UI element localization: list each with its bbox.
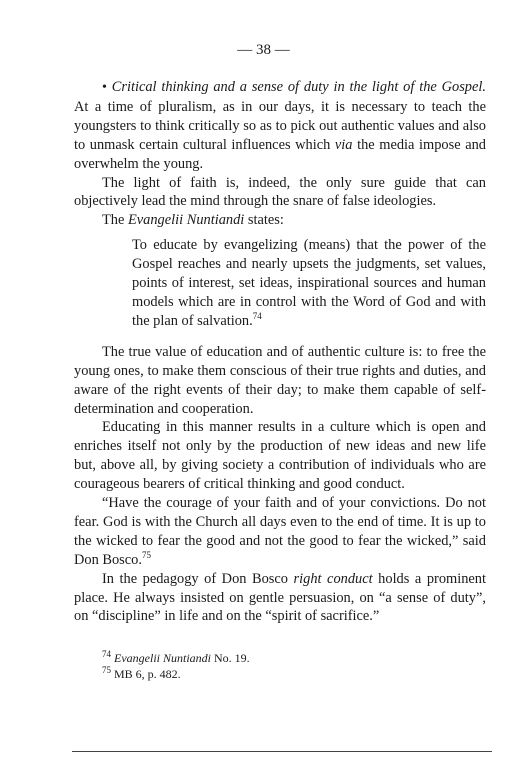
footnote-number: 74: [102, 649, 111, 659]
main-text: [74, 78, 486, 626]
footnote-source-title: Evangelii Nuntiandi: [114, 651, 211, 665]
evangelii-suffix: states:: [247, 212, 284, 229]
pedagogy-suffix: holds a prominent place. He always insisted on gentle persuasion, on “a sense of duty”, on “discipline” in life and on the “spirit of sacrifice.”: [74, 570, 486, 625]
paragraph-light-of-faith: The light of faith is, indeed, the only sure guide that can objectively lead the mind through the snare of false ideologies.: [74, 174, 486, 210]
paragraph-true-value: The true value of education and of authentic culture is: to free the young ones, to make them conscious of their true rights and duties, and aware of the right events of their day; to make them capable of self-determination and cooperation.: [74, 343, 486, 417]
footnote-number: 75: [102, 664, 111, 675]
footnote-text: MB 6, p. 482.: [114, 666, 181, 681]
courage-text: “Have the courage of your faith and of your convictions. Do not fear. God is with the Church all days even to the end of time. It is up to the wicked to fear the good and not the good to fear the wicked,” said Don Bosco.: [74, 495, 486, 568]
paragraph-courage: [74, 494, 486, 570]
footnotes: [102, 651, 482, 682]
intro-paragraph: [74, 78, 486, 174]
paragraph-evangelii-intro: [74, 211, 486, 230]
section-heading: Critical thinking and a sense of duty in the light of the Gospel.: [111, 79, 486, 95]
evangelii-title: Evangelii Nuntiandi: [127, 212, 245, 229]
footnote-ref-74[interactable]: 74: [252, 311, 262, 322]
bottom-rule: [72, 751, 492, 752]
page-number: — 38 —: [237, 42, 290, 58]
quote-text: To educate by evangelizing (means) that the power of the Gospel reaches and nearly upsets the judgments, set values, points of interest, set ideas, inspirational sources and human models which are in control with the Word of God and with the plan of salvation.: [132, 237, 486, 329]
via-word: via: [334, 136, 353, 153]
intro-text: At a time of pluralism, as in our days, it is necessary to teach the youngsters to think critically so as to pick out authentic values and also to unmask certain cultural influences which: [74, 98, 486, 153]
intro-text-end: the media impose and overwhelm the young.: [74, 136, 486, 172]
bullet-icon: •: [102, 80, 107, 95]
block-quote: [132, 236, 486, 331]
paragraph-pedagogy: [74, 570, 486, 627]
pedagogy-prefix: In the pedagogy of Don Bosco: [102, 570, 288, 587]
footnote-text: No. 19.: [214, 651, 250, 665]
footnote-75: [102, 664, 482, 683]
right-conduct: right conduct: [293, 570, 373, 587]
evangelii-prefix: The: [102, 212, 125, 229]
footnote-74: [102, 651, 482, 667]
footnote-ref-75[interactable]: 75: [141, 549, 151, 560]
paragraph-educating: Educating in this manner results in a culture which is open and enriches itself not only by the production of new ideas and new life but, above all, by giving society a contribution of individuals who are courageous bearers of critical thinking and good conduct.: [74, 419, 486, 493]
